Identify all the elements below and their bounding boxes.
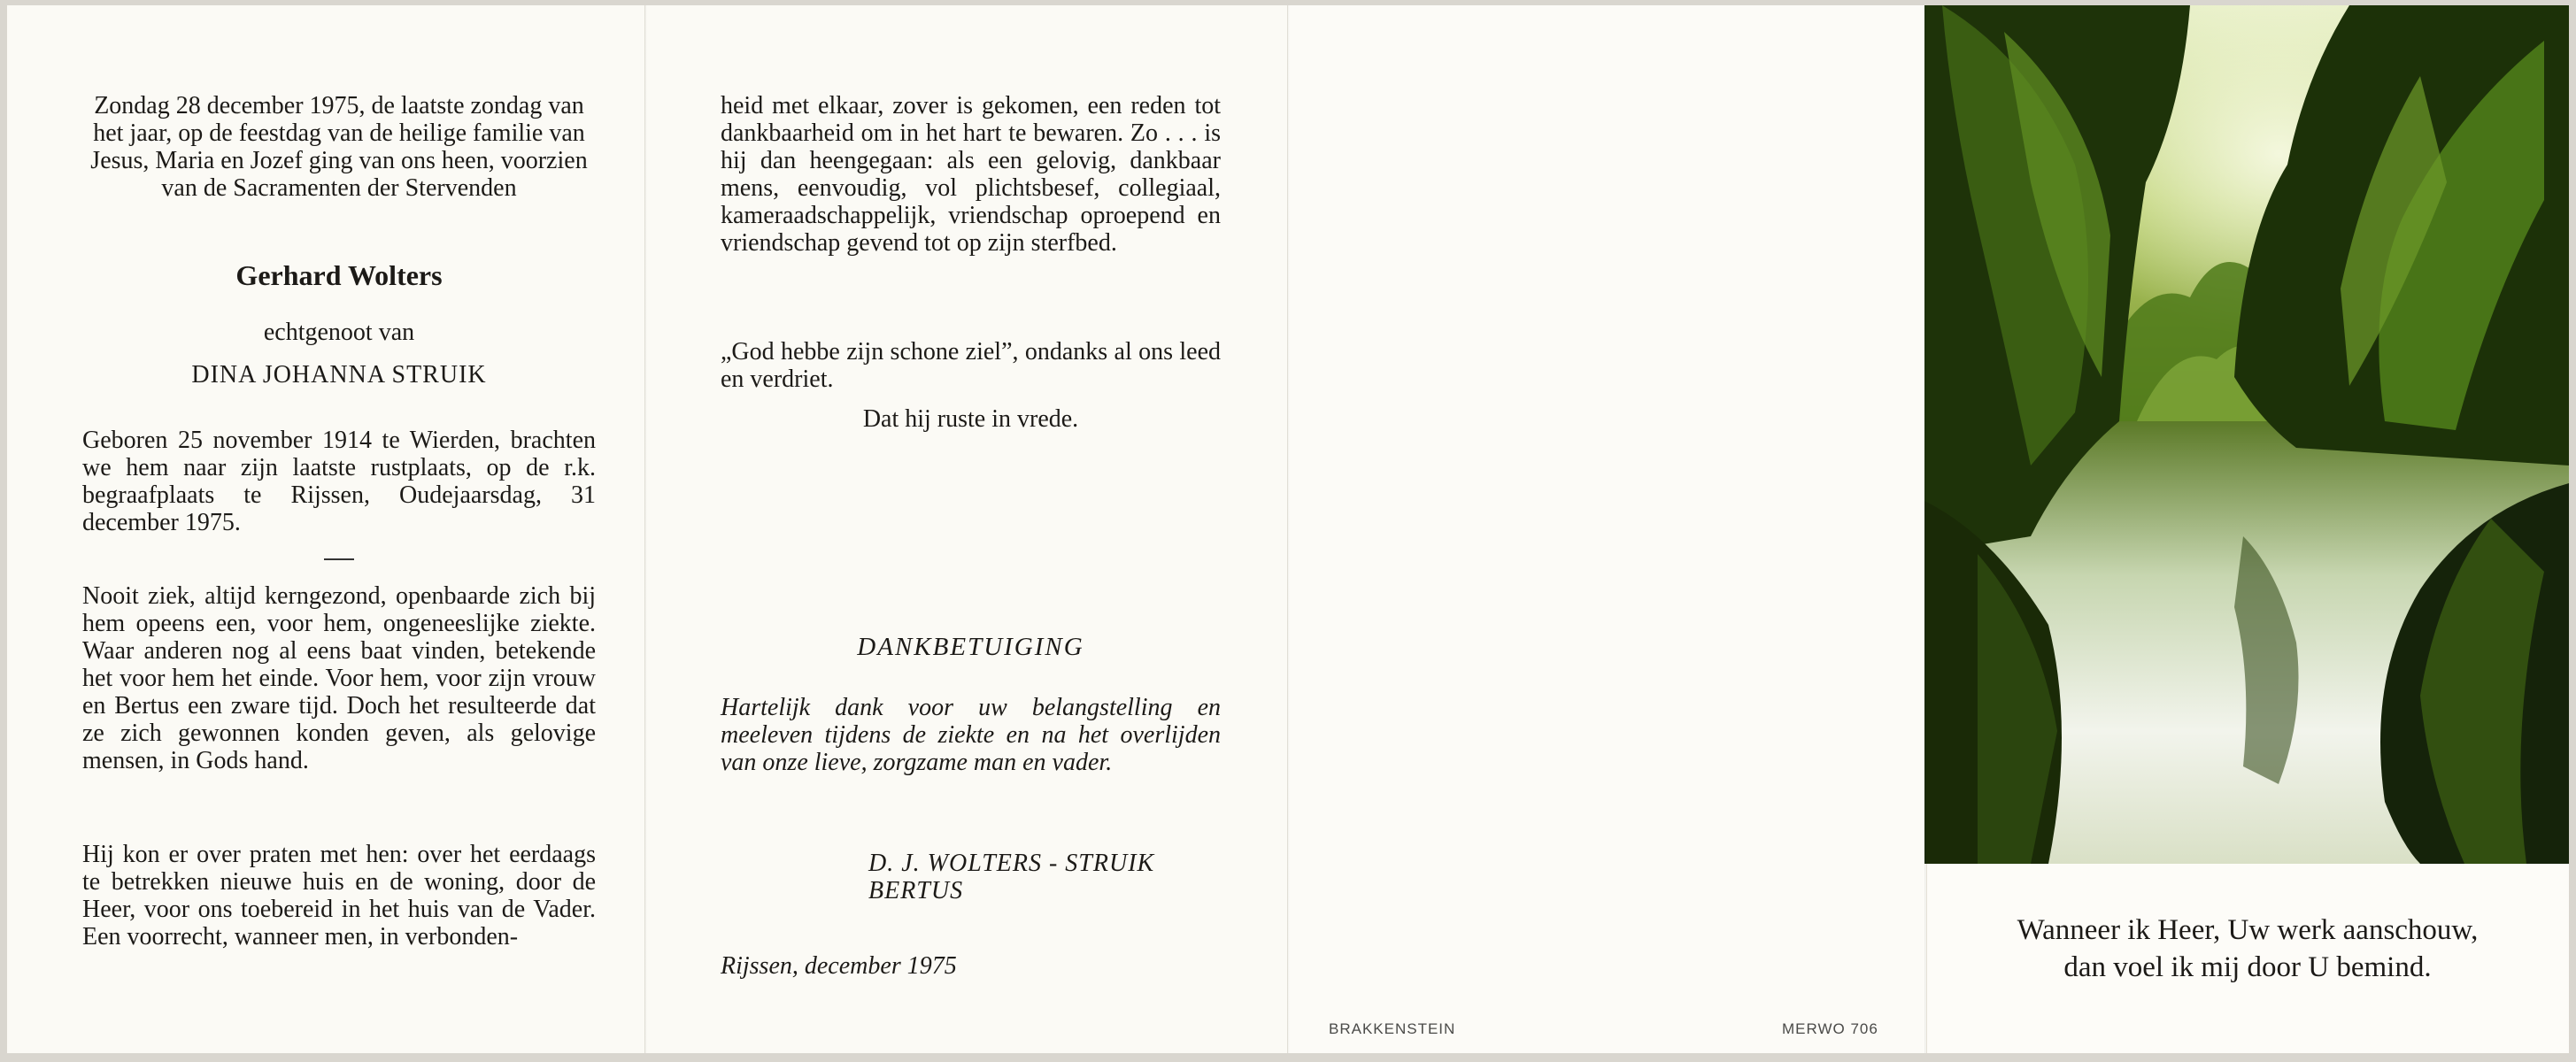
signature-line-1: D. J. WOLTERS - STRUIK: [868, 850, 1155, 877]
place-date: Rijssen, december 1975: [721, 952, 957, 980]
panel-middle-right: [1287, 5, 1926, 1053]
birth-burial-text: Geboren 25 november 1914 te Wierden, brachten we hem naar zijn laatste rustplaats, op de r.k. begraafplaats te Rijssen, Oudejaarsdag, 31 december 1975.: [82, 427, 596, 536]
rest-in-peace: Dat hij ruste in vrede.: [862, 405, 1079, 433]
fold-line-1: [644, 5, 647, 1053]
spouse-intro: echtgenoot van: [263, 319, 415, 346]
thanks-heading: DANKBETUIGING: [857, 633, 1084, 661]
illness-paragraph: Nooit ziek, altijd kerngezond, openbaarde zich bij hem opeens een, voor hem, ongeneeslijke ziekte. Waar anderen nog al eens baat vinden, betekende het voor hem het einde. Voor hem, voor zijn vrouw en Bertus een zware tijd. Doch het resulteerde dat ze zich gewonnen konden geven, als gelovige mensen, in Gods hand.: [82, 582, 596, 774]
verse-line-2: dan voel ik mij door U bemind.: [2063, 951, 2432, 983]
panel-left: [7, 5, 644, 1053]
fold-line-2: [1287, 5, 1290, 1053]
faith-paragraph: Hij kon er over praten met hen: over het eerdaags te betrekken nieuwe huis en de woning, door de Heer, voor ons toebereid in het huis van de Vader. Een voorrecht, wanneer men, in verbonden-: [82, 841, 596, 950]
deceased-name: Gerhard Wolters: [235, 259, 443, 291]
willow-pond-photo: [1924, 5, 2569, 864]
prayer-paragraph: „God hebbe zijn schone ziel”, ondanks al ons leed en verdriet.: [721, 338, 1221, 393]
continued-paragraph: heid met elkaar, zover is gekomen, een reden tot dankbaarheid om in het hart te bewaren. Zo . . . is hij dan heengegaan: als een gelovig, dankbaar mens, eenvoudig, vol plichtsbesef, collegiaal, kameraadschappelijk, vriendschap oproepend en vriendschap gevend tot op zijn sterfbed.: [721, 92, 1221, 257]
fold-line-3: [1924, 5, 1927, 1053]
verse-line-1: Wanneer ik Heer, Uw werk aanschouw,: [2017, 914, 2479, 946]
spouse-name: DINA JOHANNA STRUIK: [191, 361, 487, 389]
opening-text: Zondag 28 december 1975, de laatste zondag van het jaar, op de feestdag van de heilige familie van Jesus, Maria en Jozef ging van ons heen, voorzien van de Sacramenten der Stervenden: [90, 92, 588, 202]
thanks-text: Hartelijk dank voor uw belangstelling en meeleven tijdens de ziekte en na het overlijden van onze lieve, zorgzame man en vader.: [721, 694, 1221, 776]
separator-dash: [324, 558, 354, 560]
signature-line-2: BERTUS: [868, 877, 964, 904]
printer-name: BRAKKENSTEIN: [1329, 1020, 1456, 1037]
panel-middle-left: [644, 5, 1287, 1053]
verse: [1926, 912, 2569, 986]
print-code: MERWO 706: [1782, 1020, 1878, 1037]
